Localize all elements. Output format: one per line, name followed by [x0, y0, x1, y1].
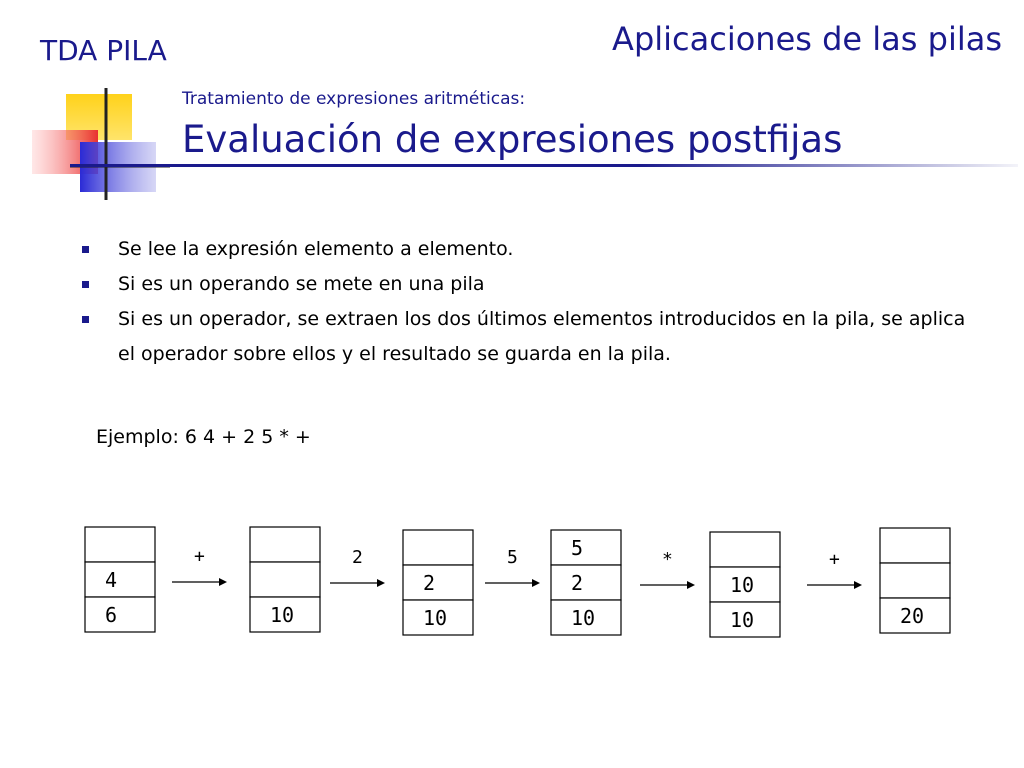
slide-subtitle: Tratamiento de expresiones aritméticas:	[182, 89, 526, 109]
bullet-item	[78, 232, 978, 267]
stack-cell-value: 10	[270, 603, 295, 627]
stack-cell-value: 6	[105, 603, 118, 627]
stack-cell-value: 2	[423, 571, 436, 595]
stack	[551, 530, 621, 635]
bullet-text: Se lee la expresión elemento a elemento.	[118, 238, 514, 260]
topic-label: TDA PILA	[40, 34, 167, 67]
bullet-square-icon	[82, 316, 89, 323]
stack-evaluation-diagram	[0, 515, 1024, 645]
stack-cell	[85, 527, 155, 562]
stack-cell	[551, 565, 621, 600]
stack-cell-value: 10	[730, 573, 755, 597]
stack-cell-value: 10	[423, 606, 448, 630]
operation-label: *	[662, 549, 673, 570]
stack-cell	[403, 565, 473, 600]
stack-cell-value: 10	[730, 608, 755, 632]
stack-cell-value: 2	[571, 571, 584, 595]
stack-cell-value: 5	[571, 536, 584, 560]
arrow-right-icon	[807, 581, 862, 589]
operation-label: 5	[507, 547, 518, 568]
stack	[403, 530, 473, 635]
stack-cell	[250, 527, 320, 562]
bullet-item	[78, 302, 978, 372]
stack-cell-value: 20	[900, 604, 925, 628]
stack-cell	[85, 597, 155, 632]
bullet-text: Si es un operador, se extraen los dos últimos elementos introducidos en la pila, se aplica el operador sobre ellos y el resultado se guarda en la pila.	[118, 308, 966, 365]
arrow-right-icon	[172, 578, 227, 586]
stack-cell	[85, 562, 155, 597]
example-expression: Ejemplo: 6 4 + 2 5 * +	[96, 426, 311, 448]
stack	[250, 527, 320, 632]
bullet-square-icon	[82, 281, 89, 288]
stack-cell	[403, 530, 473, 565]
stack-cell	[710, 532, 780, 567]
operation-label: 2	[352, 547, 363, 568]
arrow-right-icon	[640, 581, 695, 589]
section-title: Aplicaciones de las pilas	[612, 20, 1002, 58]
stack-cell	[551, 530, 621, 565]
arrow-right-icon	[330, 579, 385, 587]
slide-title: Evaluación de expresiones postfijas	[182, 118, 843, 161]
operation-label: +	[829, 549, 840, 570]
stack	[85, 527, 155, 632]
title-underline	[70, 164, 1018, 167]
operation-label: +	[194, 546, 205, 567]
stack-cell	[880, 563, 950, 598]
stack-cell	[880, 528, 950, 563]
stack	[710, 532, 780, 637]
bullet-item	[78, 267, 978, 302]
bullet-text: Si es un operando se mete en una pila	[118, 273, 485, 295]
title-logo-icon	[30, 88, 170, 200]
stack-cell-value: 4	[105, 568, 118, 592]
stack-cell-value: 10	[571, 606, 596, 630]
stack-cell	[250, 562, 320, 597]
arrow-right-icon	[485, 579, 540, 587]
stack	[880, 528, 950, 633]
bullet-square-icon	[82, 246, 89, 253]
bullet-list	[78, 232, 978, 372]
